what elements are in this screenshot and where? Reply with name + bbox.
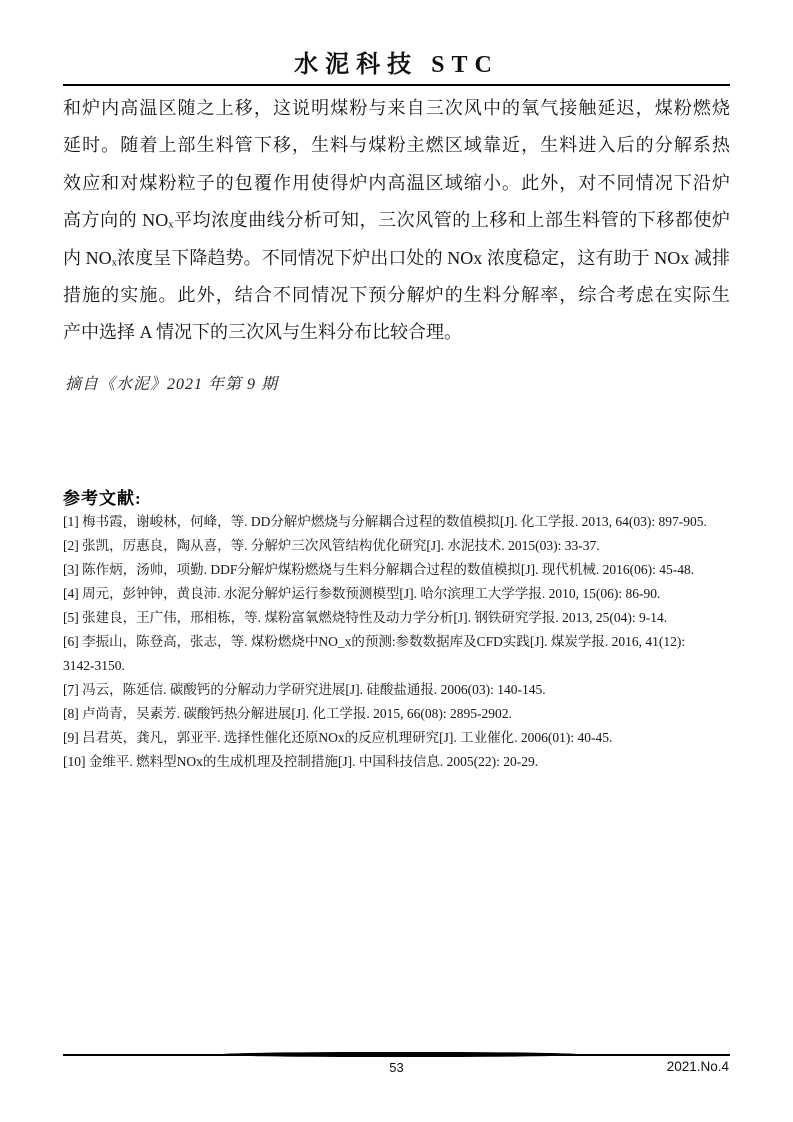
reference-item: [5] 张建良，王广伟，邢相栋，等. 煤粉富氧燃烧特性及动力学分析[J]. 钢铁研究学报. 2013, 25(04): 9-14. bbox=[63, 610, 668, 625]
reference-item: [3] 陈作炳，汤帅，项勤. DDF分解炉煤粉燃烧与生料分解耦合过程的数值模拟[J]. 现代机械. 2016(06): 45-48. bbox=[63, 562, 695, 577]
journal-header-title: 水泥科技 STC bbox=[294, 52, 499, 78]
footer-divider-scan-artifact bbox=[220, 1052, 580, 1057]
reference-item: [9] 吕君英，龚凡，郭亚平. 选择性催化还原NOx的反应机理研究[J]. 工业催化. 2006(01): 40-45. bbox=[63, 730, 613, 745]
paragraph-line: 内 NOₓ浓度呈下降趋势。不同情况下炉出口处的 NOx 浓度稳定，这有助于 NOx 减排 bbox=[63, 247, 730, 268]
header-divider-rule bbox=[63, 84, 730, 86]
reference-item: [10] 金维平. 燃料型NOx的生成机理及控制措施[J]. 中国科技信息. 2005(22): 20-29. bbox=[63, 754, 539, 769]
reference-item: [7] 冯云，陈延信. 碳酸钙的分解动力学研究进展[J]. 硅酸盐通报. 2006(03): 140-145. bbox=[63, 682, 546, 697]
paragraph-line: 延时。随着上部生料管下移，生料与煤粉主燃区域靠近，生料进入后的分解系热 bbox=[63, 135, 730, 156]
source-citation-note: 摘自《水泥》2021 年第 9 期 bbox=[65, 376, 279, 393]
reference-item-continuation: 3142-3150. bbox=[63, 658, 125, 673]
reference-item: [4] 周元，彭钟钟，黄良沛. 水泥分解炉运行参数预测模型[J]. 哈尔滨理工大学学报. 2010, 15(06): 86-90. bbox=[63, 586, 661, 601]
paragraph-line: 措施的实施。此外，结合不同情况下预分解炉的生料分解率，综合考虑在实际生 bbox=[63, 284, 730, 305]
paragraph-line: 产中选择 A 情况下的三次风与生料分布比较合理。 bbox=[63, 322, 463, 343]
footer-issue-label: 2021.No.4 bbox=[666, 1059, 729, 1074]
footer-page-number: 53 bbox=[389, 1060, 404, 1075]
paragraph-line: 高方向的 NOₓ平均浓度曲线分析可知，三次风管的上移和上部生料管的下移都使炉 bbox=[63, 210, 730, 231]
paragraph-line: 和炉内高温区随之上移，这说明煤粉与来自三次风中的氧气接触延迟，煤粉燃烧 bbox=[63, 98, 730, 118]
reference-item: [6] 李振山，陈登高，张志，等. 煤粉燃烧中NO_x的预测:参数数据库及CFD实践[J]. 煤炭学报. 2016, 41(12): bbox=[63, 634, 686, 649]
body-paragraph bbox=[63, 90, 730, 352]
references-list bbox=[63, 510, 743, 774]
reference-item: [2] 张凯，厉惠良，陶从喜，等. 分解炉三次风管结构优化研究[J]. 水泥技术. 2015(03): 33-37. bbox=[63, 538, 600, 553]
reference-item: [8] 卢尚青，吴素芳. 碳酸钙热分解进展[J]. 化工学报. 2015, 66(08): 2895-2902. bbox=[63, 706, 512, 721]
reference-item: [1] 梅书霞，谢峻林，何峰，等. DD分解炉燃烧与分解耦合过程的数值模拟[J]. 化工学报. 2013, 64(03): 897-905. bbox=[63, 514, 707, 529]
references-heading: 参考文献: bbox=[63, 489, 142, 508]
paragraph-line: 效应和对煤粉粒子的包覆作用使得炉内高温区域缩小。此外，对不同情况下沿炉 bbox=[63, 172, 730, 193]
